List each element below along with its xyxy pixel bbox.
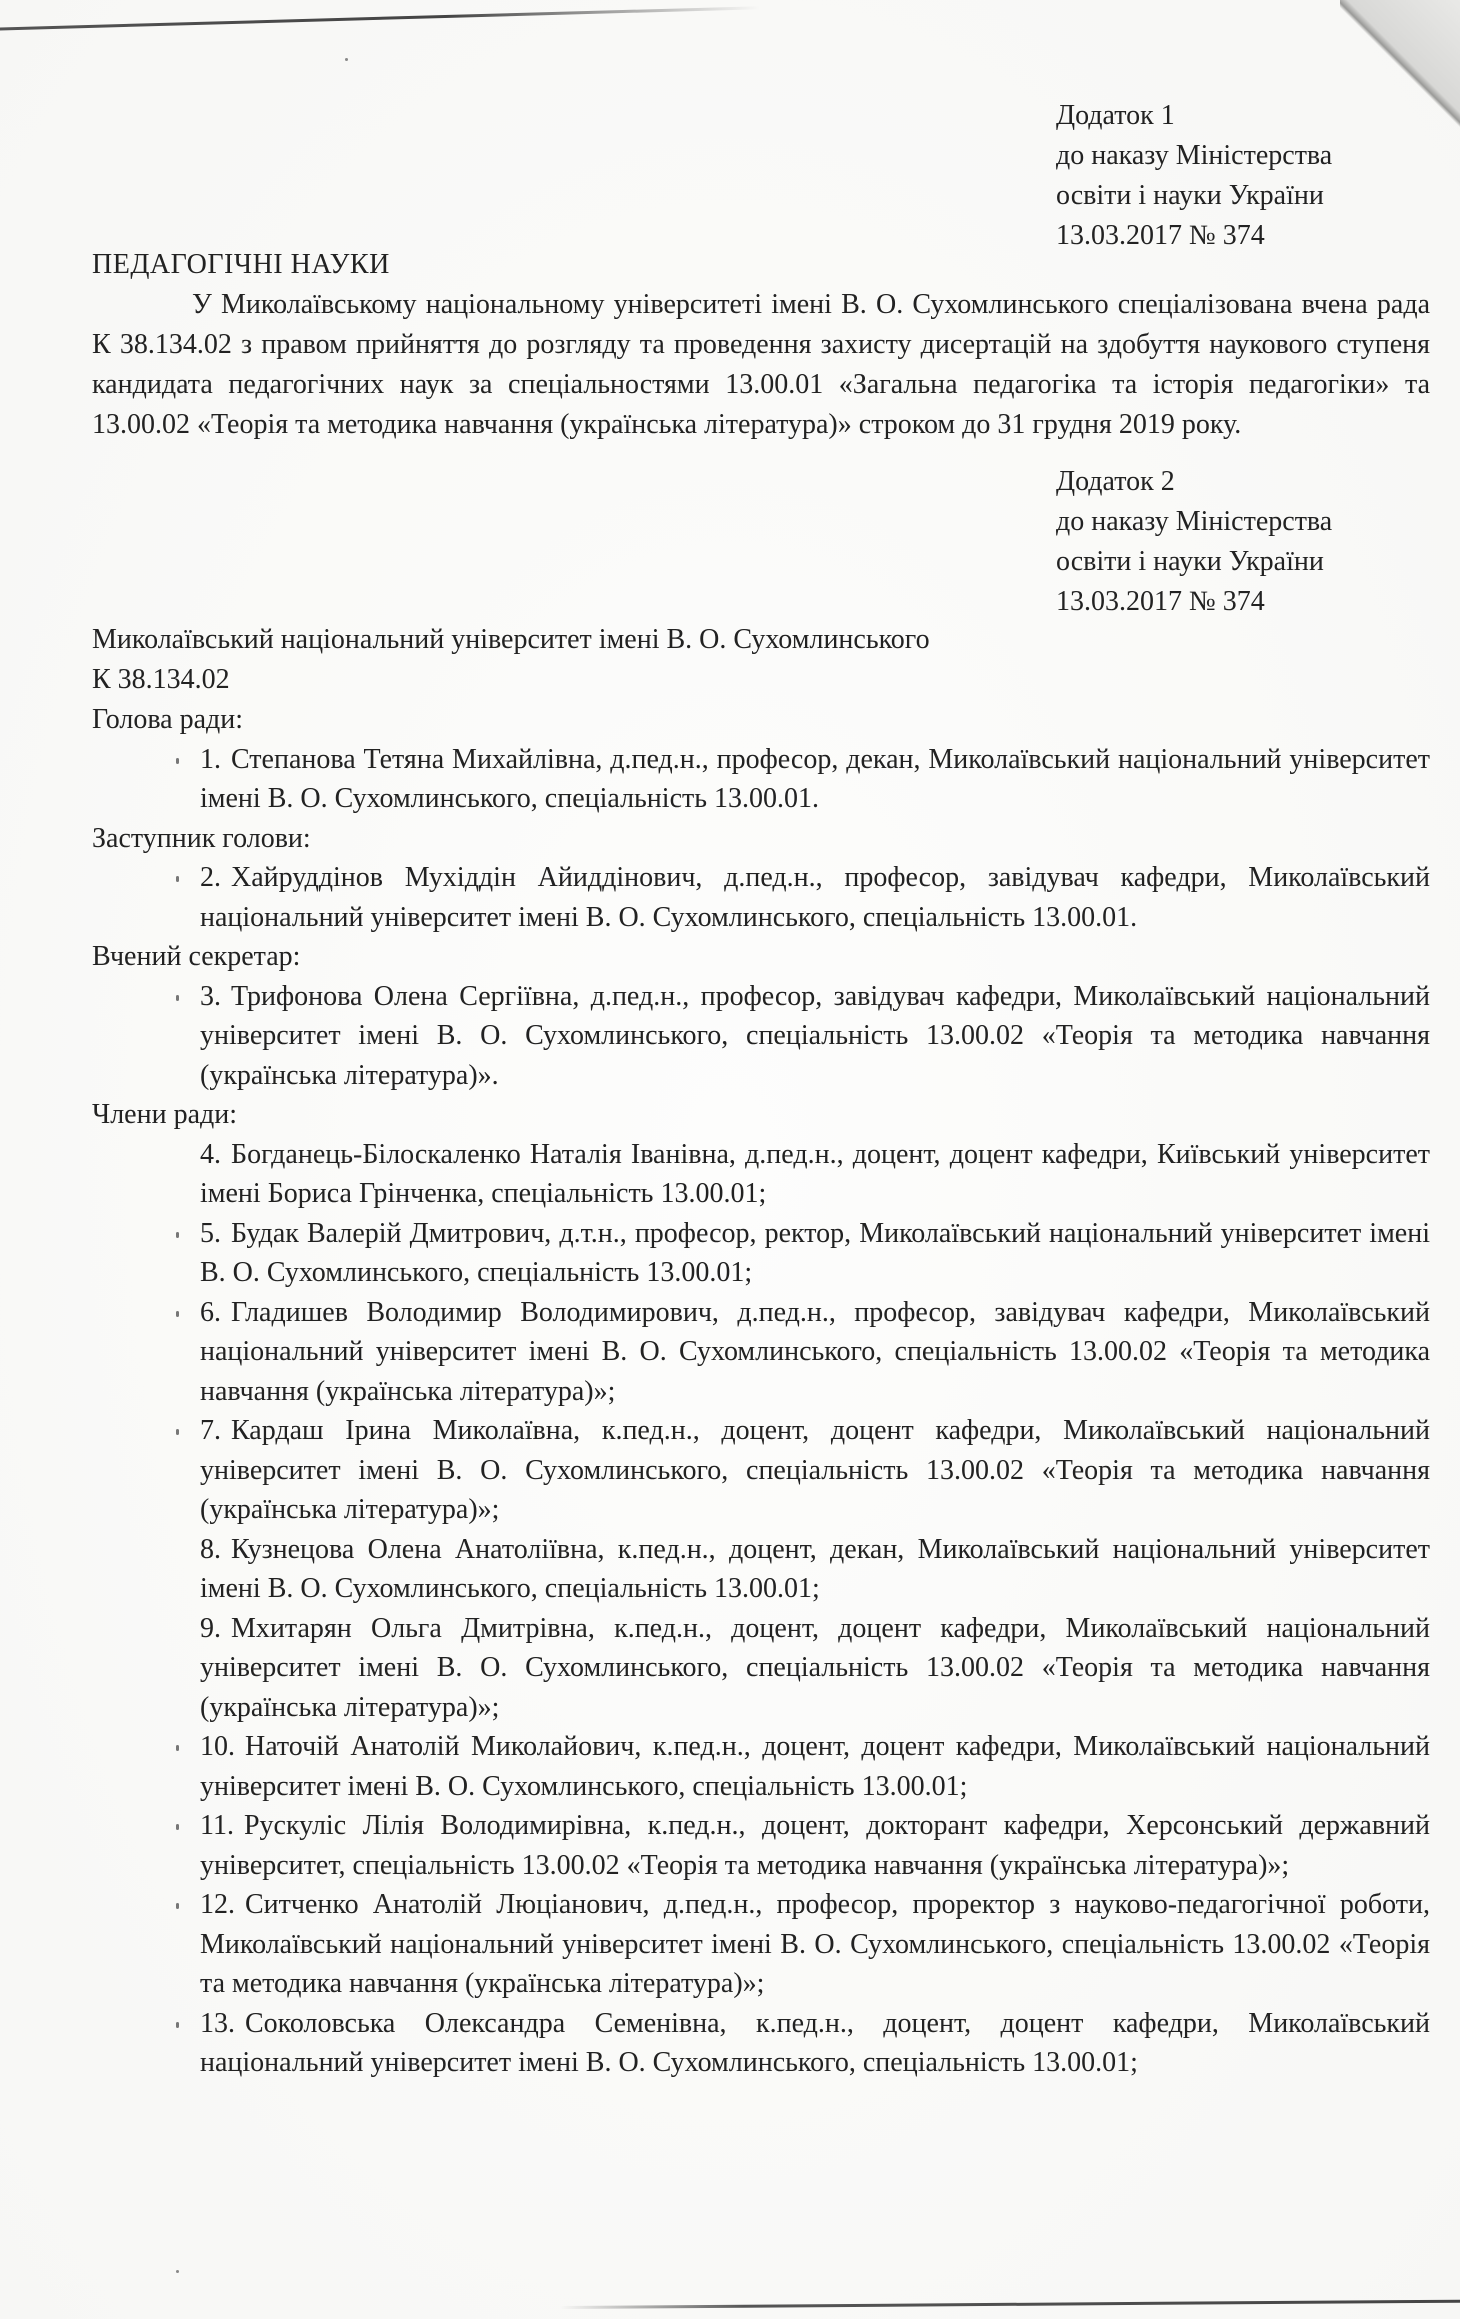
member-number: 3.	[200, 980, 221, 1012]
member-number: 8.	[200, 1533, 221, 1565]
scan-edge-bottom	[560, 2300, 1460, 2309]
member-number: 2.	[200, 862, 221, 893]
members-label: Члени ради:	[92, 1099, 238, 1130]
scan-mark	[176, 1311, 179, 1317]
member-number: 11.	[200, 1810, 234, 1841]
annex-2-header	[1056, 462, 1436, 622]
member-details: Ситченко Анатолій Люціанович, д.пед.н., професор, проректор з науково-педагогічної роботи, Миколаївський національний університет імені В. О. Сухомлинського, спеціальність 13.00.02 «Теорія та методика навчання (українська література)»;	[200, 1889, 1430, 1999]
member-number: 4.	[200, 1138, 221, 1170]
annex-2-date-number: 13.03.2017 № 374	[1056, 586, 1265, 617]
scan-mark	[176, 1429, 179, 1435]
member-number: 7.	[200, 1415, 221, 1446]
member-details: Соколовська Олександра Семенівна, к.пед.н., доцент, доцент кафедри, Миколаївський національний університет імені В. О. Сухомлинського, спеціальність 13.00.01;	[200, 2007, 1430, 2078]
scan-mark	[176, 1232, 179, 1238]
council-code: К 38.134.02	[92, 664, 230, 695]
annex-1-date-number: 13.03.2017 № 374	[1056, 220, 1265, 251]
council-member	[200, 2004, 1430, 2083]
scan-speck	[345, 58, 348, 61]
annex-2-title: Додаток 2	[1056, 466, 1175, 497]
member-number: 1.	[200, 743, 221, 775]
member-details: Кузнецова Олена Анатоліївна, к.пед.н., доцент, декан, Миколаївський національний університет імені В. О. Сухомлинського, спеціальність 13.00.01;	[200, 1533, 1430, 1604]
scan-edge-top	[0, 6, 760, 31]
member-number: 12.	[200, 1889, 235, 1920]
institution-name: Миколаївський національний університет імені В. О. Сухомлинського	[92, 624, 930, 655]
scan-speck	[176, 2270, 179, 2273]
annex-1-order-line: до наказу Міністерства	[1056, 140, 1333, 171]
member-number: 9.	[200, 1612, 221, 1644]
council-member-deputy	[200, 858, 1430, 937]
member-details: Гладишев Володимир Володимирович, д.пед.н., професор, завідувач кафедри, Миколаївський національний університет імені В. О. Сухомлинського, спеціальність 13.00.02 «Теорія та методика навчання (українська література)»;	[200, 1296, 1430, 1407]
annex-1-title: Додаток 1	[1056, 100, 1175, 131]
council-member	[200, 1135, 1430, 1214]
scan-mark	[176, 995, 179, 1001]
deputy-label: Заступник голови:	[92, 822, 311, 854]
annex-1-header	[1056, 96, 1436, 256]
member-number: 6.	[200, 1296, 221, 1328]
council-member	[200, 1727, 1430, 1806]
member-details: Будак Валерій Дмитрович, д.т.н., професор, ректор, Миколаївський національний університет імені В. О. Сухомлинського, спеціальність 13.00.01;	[200, 1217, 1430, 1288]
member-details: Трифонова Олена Сергіївна, д.пед.н., професор, завідувач кафедри, Миколаївський національний університет імені В. О. Сухомлинського, спеціальність 13.00.02 «Теорія та методика навчання (українська література)».	[200, 980, 1430, 1091]
chair-label: Голова ради:	[92, 704, 244, 735]
members-list	[92, 1135, 1430, 2083]
council-member-secretary	[200, 977, 1430, 1096]
council-member	[200, 1411, 1430, 1530]
council-member	[200, 1530, 1430, 1609]
scan-mark	[176, 2022, 179, 2028]
scan-mark	[176, 758, 179, 764]
member-details: Степанова Тетяна Михайлівна, д.пед.н., професор, декан, Миколаївський національний університет імені В. О. Сухомлинського, спеціальність 13.00.01.	[200, 743, 1430, 814]
member-number: 13.	[200, 2007, 235, 2039]
member-details: Хайруддінов Мухіддін Айиддінович, д.пед.н., професор, завідувач кафедри, Миколаївський національний університет імені В. О. Сухомлинського, спеціальність 13.00.01.	[200, 862, 1430, 933]
member-details: Богданець-Білоскаленко Наталія Іванівна, д.пед.н., доцент, доцент кафедри, Київський університет імені Бориса Грінченка, спеціальність 13.00.01;	[200, 1138, 1430, 1209]
intro-paragraph: У Миколаївському національному університеті імені В. О. Сухомлинського спеціалізована вчена рада К 38.134.02 з правом прийняття до розгляду та проведення захисту дисертацій на здобуття наукового ступеня кандидата педагогічних наук за спеціальностями 13.00.01 «Загальна педагогіка та історія педагогіки» та 13.00.02 «Теорія та методика навчання (українська література)» строком до 31 грудня 2019 року.	[92, 289, 1430, 440]
member-details: Мхитарян Ольга Дмитрівна, к.пед.н., доцент, доцент кафедри, Миколаївський національний університет імені В. О. Сухомлинського, спеціальність 13.00.02 «Теорія та методика навчання (українська література)»;	[200, 1612, 1430, 1723]
member-details: Рускуліс Лілія Володимирівна, к.пед.н., доцент, докторант кафедри, Херсонський державний університет, спеціальність 13.00.02 «Теорія та методика навчання (українська література)»;	[200, 1810, 1430, 1881]
council-member	[200, 1609, 1430, 1728]
scan-mark	[176, 1824, 179, 1830]
council-member	[200, 1885, 1430, 2004]
council-member	[200, 1806, 1430, 1885]
member-details: Наточій Анатолій Миколайович, к.пед.н., доцент, доцент кафедри, Миколаївський національний університет імені В. О. Сухомлинського, спеціальність 13.00.01;	[200, 1731, 1430, 1802]
council-composition	[92, 700, 1430, 2083]
member-details: Кардаш Ірина Миколаївна, к.пед.н., доцент, доцент кафедри, Миколаївський національний університет імені В. О. Сухомлинського, спеціальність 13.00.02 «Теорія та методика навчання (українська література)»;	[200, 1415, 1430, 1525]
annex-2-ministry-line: освіти і науки України	[1056, 546, 1324, 577]
council-member	[200, 1214, 1430, 1293]
scan-mark	[176, 1745, 179, 1751]
annex-1-ministry-line: освіти і науки України	[1056, 180, 1324, 211]
secretary-label: Вчений секретар:	[92, 941, 301, 972]
scan-mark	[176, 876, 179, 882]
member-number: 10.	[200, 1731, 235, 1762]
council-member-chair	[200, 740, 1430, 819]
council-member	[200, 1293, 1430, 1412]
annex-2-order-line: до наказу Міністерства	[1056, 506, 1333, 537]
section-title: ПЕДАГОГІЧНІ НАУКИ	[92, 249, 390, 280]
scan-mark	[176, 1903, 179, 1909]
member-number: 5.	[200, 1217, 221, 1249]
